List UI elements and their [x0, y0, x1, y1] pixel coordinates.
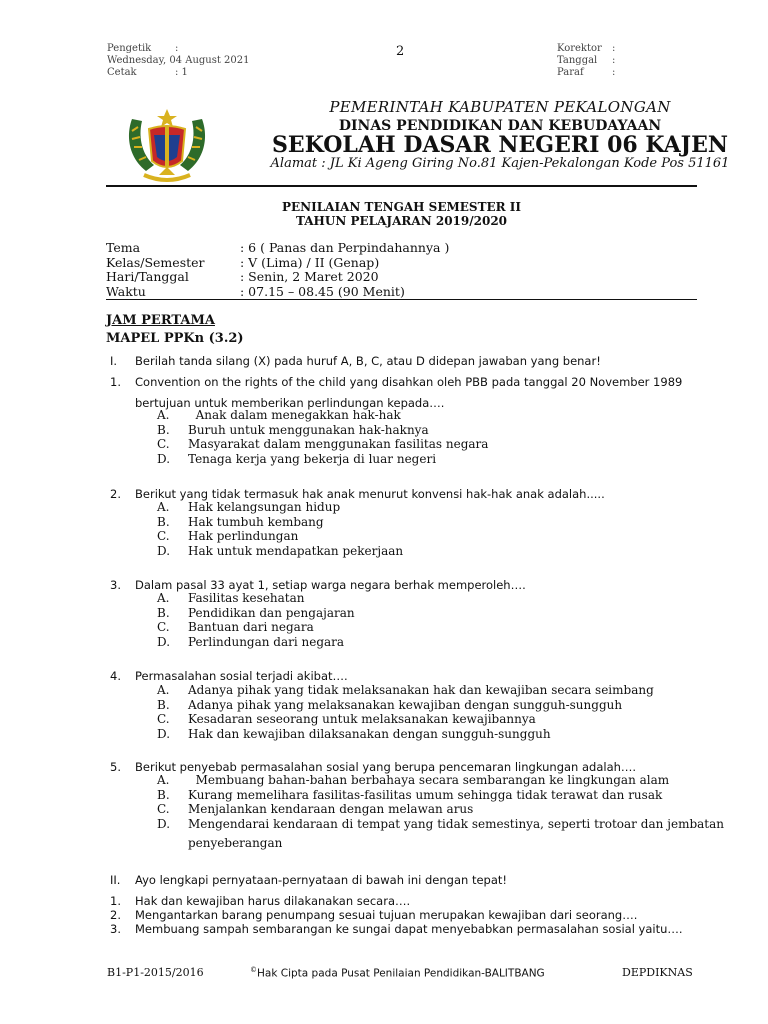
option-text: Mengendarai kendaraan di tempat yang tidak semestinya, seperti trotoar dan jembatan	[188, 816, 724, 831]
answer-option	[157, 698, 654, 713]
subject-heading: MAPEL PPKn (3.2)	[106, 331, 244, 346]
option-letter: A.	[157, 500, 170, 514]
typist-meta	[107, 43, 250, 79]
answer-option	[157, 408, 488, 423]
answer-option	[157, 500, 403, 515]
answer-options	[157, 683, 654, 741]
item-text: Mengantarkan barang penumpang sesuai tujuan merupakan kewajiban dari seorang….	[135, 908, 638, 922]
option-text: Kesadaran seseorang untuk melaksanakan kewajibannya	[188, 712, 536, 727]
answer-option	[157, 529, 403, 544]
option-letter: B.	[157, 514, 170, 529]
option-letter: A.	[157, 408, 170, 422]
answer-option	[157, 452, 488, 467]
option-letter: B.	[157, 697, 170, 712]
answer-options	[157, 773, 724, 831]
option-text: Buruh untuk menggunakan hak-haknya	[188, 422, 429, 437]
answer-option	[157, 591, 355, 606]
letterhead-divider	[106, 185, 697, 187]
option-letter: C.	[157, 437, 170, 452]
answer-option	[157, 515, 403, 530]
option-text: Masyarakat dalam menggunakan fasilitas negara	[188, 437, 489, 452]
question-number: 4.	[110, 669, 121, 683]
copyright-notice	[250, 966, 545, 980]
question-text: Dalam pasal 33 ayat 1, setiap warga negara berhak memperoleh….	[135, 578, 526, 592]
meta-value: :	[612, 43, 616, 54]
meta-key: Korektor	[557, 43, 602, 54]
option-letter: A.	[157, 683, 170, 697]
exam-title: PENILAIAN TENGAH SEMESTER II	[281, 200, 522, 214]
item-text: Membuang sampah sembarangan ke sungai dapat menyebabkan permasalahan sosial yaitu….	[135, 922, 683, 936]
option-letter: C.	[157, 529, 170, 544]
option-text: Hak dan kewajiban dilaksanakan dengan sungguh-sungguh	[188, 726, 551, 741]
option-text: Adanya pihak yang tidak melaksanakan hak dan kewajiban secara seimbang	[188, 683, 654, 697]
answer-option	[157, 606, 355, 621]
item-number: 2.	[110, 908, 121, 922]
answer-options	[157, 408, 488, 466]
meta-date: Wednesday, 04 August 2021	[107, 55, 250, 66]
answer-option	[157, 683, 654, 698]
answer-option	[157, 544, 403, 559]
meta-value: : 1	[175, 67, 188, 78]
answer-option	[157, 788, 724, 803]
info-key: Kelas/Semester	[106, 254, 205, 270]
exam-year: TAHUN PELAJARAN 2019/2020	[295, 214, 508, 228]
question-number: 5.	[110, 760, 121, 774]
option-text-cont: penyeberangan	[188, 836, 283, 850]
option-text: Kurang memelihara fasilitas-fasilitas umum sehingga tidak terawat dan rusak	[188, 787, 663, 802]
meta-value: :	[612, 67, 616, 78]
question-text: Convention on the rights of the child yang disahkan oleh PBB pada tanggal 20 November 1989	[135, 375, 683, 389]
question-number: 3.	[110, 578, 121, 592]
meta-key: Cetak	[107, 67, 137, 78]
question-number: 1.	[110, 375, 121, 389]
info-value: : V (Lima) / II (Genap)	[240, 254, 380, 270]
item-number: 1.	[110, 894, 121, 908]
option-letter: C.	[157, 802, 170, 817]
option-letter: A.	[157, 591, 170, 605]
regency-emblem-icon	[124, 105, 210, 183]
option-text: Menjalankan kendaraan dengan melawan arus	[188, 802, 474, 817]
option-text: Adanya pihak yang melaksanakan kewajiban dengan sungguh-sungguh	[188, 697, 623, 712]
school-name: SEKOLAH DASAR NEGERI 06 KAJEN	[272, 132, 728, 158]
option-letter: D.	[157, 543, 171, 558]
answer-options	[157, 500, 403, 558]
item-number: 3.	[110, 922, 121, 936]
government-name: PEMERINTAH KABUPATEN PEKALONGAN	[329, 98, 671, 116]
question-text-cont: bertujuan untuk memberikan perlindungan kepada….	[135, 396, 445, 410]
item-text: Hak dan kewajiban harus dilakanakan secara….	[135, 894, 411, 908]
option-letter: D.	[157, 634, 171, 649]
office-name: DINAS PENDIDIKAN DAN KEBUDAYAAN	[338, 118, 662, 134]
agency-name: DEPDIKNAS	[622, 966, 693, 979]
answer-option	[157, 727, 654, 742]
meta-key: Tanggal	[557, 55, 598, 66]
option-letter: B.	[157, 422, 170, 437]
page-number: 2	[396, 44, 405, 59]
option-text: Fasilitas kesehatan	[188, 591, 305, 605]
option-letter: D.	[157, 726, 171, 741]
option-letter: C.	[157, 712, 170, 727]
section-text: Ayo lengkapi pernyataan-pernyataan di bawah ini dengan tepat!	[135, 873, 508, 887]
meta-key: Paraf	[557, 67, 584, 78]
meta-key: Pengetik	[107, 43, 152, 54]
answer-option	[157, 620, 355, 635]
option-letter: B.	[157, 787, 170, 802]
answer-option	[157, 423, 488, 438]
option-letter: A.	[157, 773, 170, 787]
answer-option	[157, 712, 654, 727]
meta-value: :	[612, 55, 616, 66]
option-text: Membuang bahan-bahan berbahaya secara sembarangan ke lingkungan alam	[188, 773, 670, 787]
exam-title-block	[106, 200, 697, 228]
option-text: Pendidikan dan pengajaran	[188, 605, 355, 620]
copyright-mark: ©	[250, 966, 257, 974]
option-letter: D.	[157, 816, 171, 831]
info-divider	[106, 299, 697, 300]
question-text: Permasalahan sosial terjadi akibat….	[135, 669, 348, 683]
option-text: Bantuan dari negara	[188, 620, 314, 635]
answer-option	[157, 802, 724, 817]
section-text: Berilah tanda silang (X) pada huruf A, B, C, atau D didepan jawaban yang benar!	[135, 354, 601, 368]
option-letter: D.	[157, 451, 171, 466]
school-address: Alamat : JL Ki Ageng Giring No.81 Kajen-Pekalongan Kode Pos 51161	[270, 156, 730, 171]
answer-option	[157, 635, 355, 650]
section-number: I.	[110, 354, 118, 368]
question-number: 2.	[110, 487, 121, 501]
option-text: Hak perlindungan	[188, 529, 299, 544]
option-text: Hak kelangsungan hidup	[188, 500, 341, 514]
session-heading: JAM PERTAMA	[106, 313, 215, 328]
corrector-meta	[557, 43, 615, 79]
option-text: Hak tumbuh kembang	[188, 514, 324, 529]
meta-value: :	[175, 43, 179, 54]
option-letter: B.	[157, 605, 170, 620]
exam-info	[106, 241, 449, 299]
option-text: Perlindungan dari negara	[188, 634, 345, 649]
answer-option	[157, 437, 488, 452]
copyright-text: Hak Cipta pada Pusat Penilaian Pendidikan-BALITBANG	[257, 967, 545, 980]
document-code: B1-P1-2015/2016	[107, 966, 204, 979]
question-text: Berikut penyebab permasalahan sosial yang berupa pencemaran lingkungan adalah….	[135, 760, 637, 774]
option-text: Anak dalam menegakkan hak-hak	[188, 408, 401, 422]
option-text: Hak untuk mendapatkan pekerjaan	[188, 543, 404, 558]
info-value: : 07.15 – 08.45 (90 Menit)	[240, 283, 405, 299]
info-key: Waktu	[106, 283, 146, 299]
info-key: Tema	[106, 240, 141, 255]
section-number: II.	[110, 873, 121, 887]
option-letter: C.	[157, 620, 170, 635]
question-text: Berikut yang tidak termasuk hak anak menurut konvensi hak-hak anak adalah.....	[135, 487, 605, 501]
info-value: : 6 ( Panas dan Perpindahannya )	[240, 240, 450, 255]
info-key: Hari/Tanggal	[106, 269, 189, 284]
info-value: : Senin, 2 Maret 2020	[240, 269, 379, 284]
option-text: Tenaga kerja yang bekerja di luar negeri	[188, 451, 437, 466]
answer-options	[157, 591, 355, 649]
answer-option	[157, 773, 724, 788]
answer-option	[157, 817, 724, 832]
